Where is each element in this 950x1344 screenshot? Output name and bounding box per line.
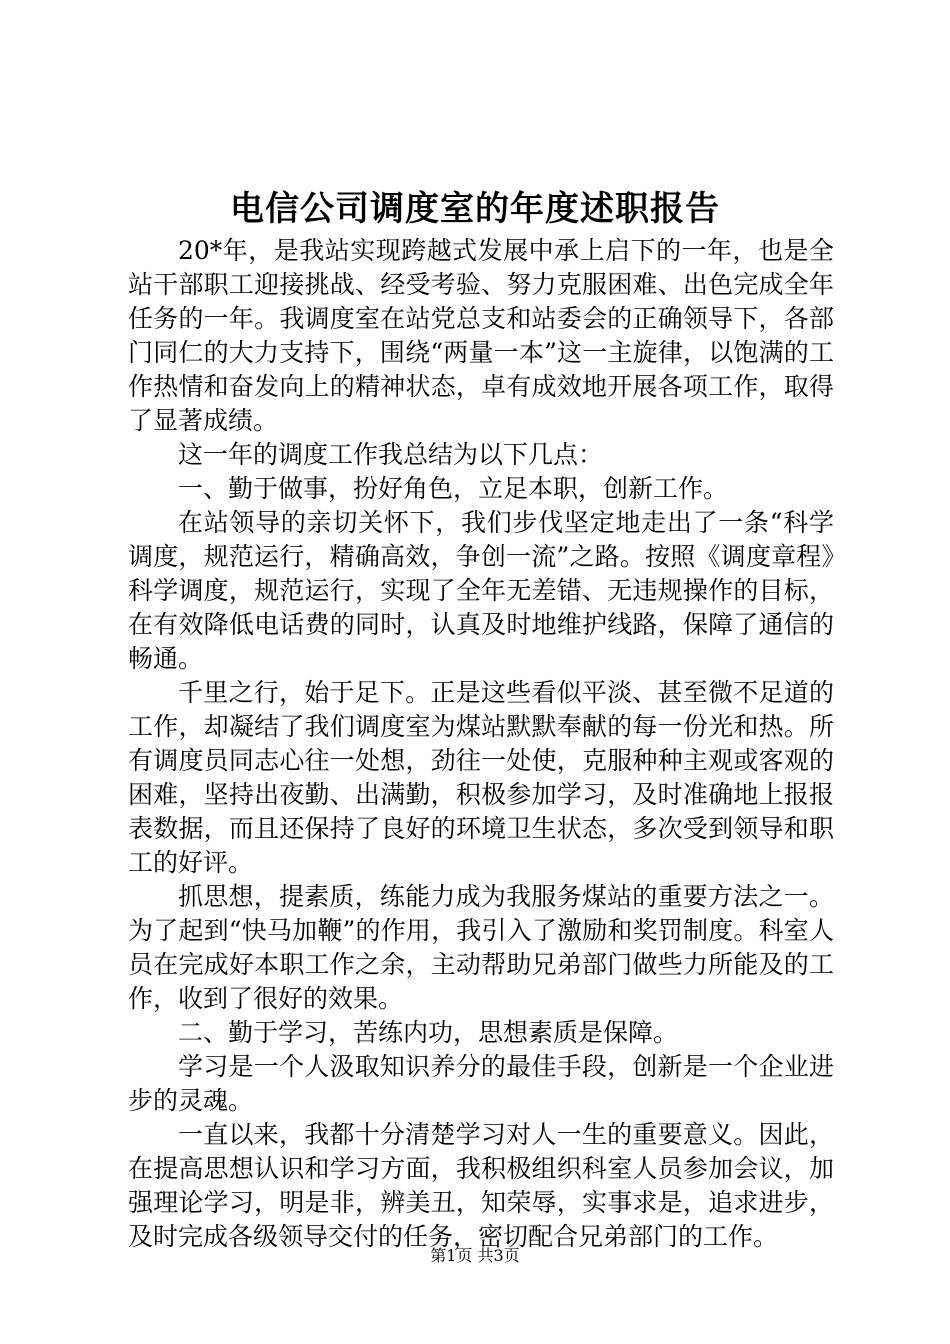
paragraph: 这一年的调度工作我总结为以下几点： bbox=[178, 440, 604, 469]
paragraph: 一直以来，我都十分清楚学习对人一生的重要意义。因此，在提高思想认识和学习方面，我积极组织科室人员参加会议，加强理论学习，明是非，辨美丑，知荣辱，实事求是，追求进步，及时完成各级领导交付的任务，密切配合兄弟部门的工作。 bbox=[128, 1120, 834, 1251]
paragraph: 在站领导的亲切关怀下，我们步伐坚定地走出了一条“科学调度，规范运行，精确高效，争创一流”之路。按照《调度章程》科学调度，规范运行，实现了全年无差错、无违规操作的目标，在有效降低电话费的同时，认真及时地维护线路，保障了通信的畅通。 bbox=[128, 508, 834, 673]
section-heading: 一、勤于做事，扮好角色，立足本职，创新工作。 bbox=[178, 474, 729, 503]
paragraph: 千里之行，始于足下。正是这些看似平淡、甚至微不足道的工作，却凝结了我们调度室为煤站默默奉献的每一份光和热。所有调度员同志心往一处想，劲往一处使，克服种种主观或客观的困难，坚持出夜勤、出满勤，积极参加学习，及时准确地上报报表数据，而且还保持了良好的环境卫生状态，多次受到领导和职工的好评。 bbox=[128, 678, 834, 877]
document-body bbox=[128, 234, 834, 1254]
document-title: 电信公司调度室的年度述职报告 bbox=[230, 189, 720, 229]
paragraph: 学习是一个人汲取知识养分的最佳手段，创新是一个企业进步的灵魂。 bbox=[128, 1052, 834, 1115]
section-heading: 二、勤于学习，苦练内功，思想素质是保障。 bbox=[178, 1018, 679, 1047]
paragraph: 抓思想，提素质，练能力成为我服务煤站的重要方法之一。为了起到“快马加鞭”的作用，我引入了激励和奖罚制度。科室人员在完成好本职工作之余，主动帮助兄弟部门做些力所能及的工作，收到了很好的效果。 bbox=[128, 882, 834, 1013]
paragraph: 20*年，是我站实现跨越式发展中承上启下的一年，也是全站干部职工迎接挑战、经受考验、努力克服困难、出色完成全年任务的一年。我调度室在站党总支和站委会的正确领导下，各部门同仁的大力支持下，围绕“两量一本”这一主旋律，以饱满的工作热情和奋发向上的精神状态，卓有成效地开展各项工作，取得了显著成绩。 bbox=[128, 236, 834, 435]
page-footer: 第1页 共3页 bbox=[430, 1246, 520, 1265]
